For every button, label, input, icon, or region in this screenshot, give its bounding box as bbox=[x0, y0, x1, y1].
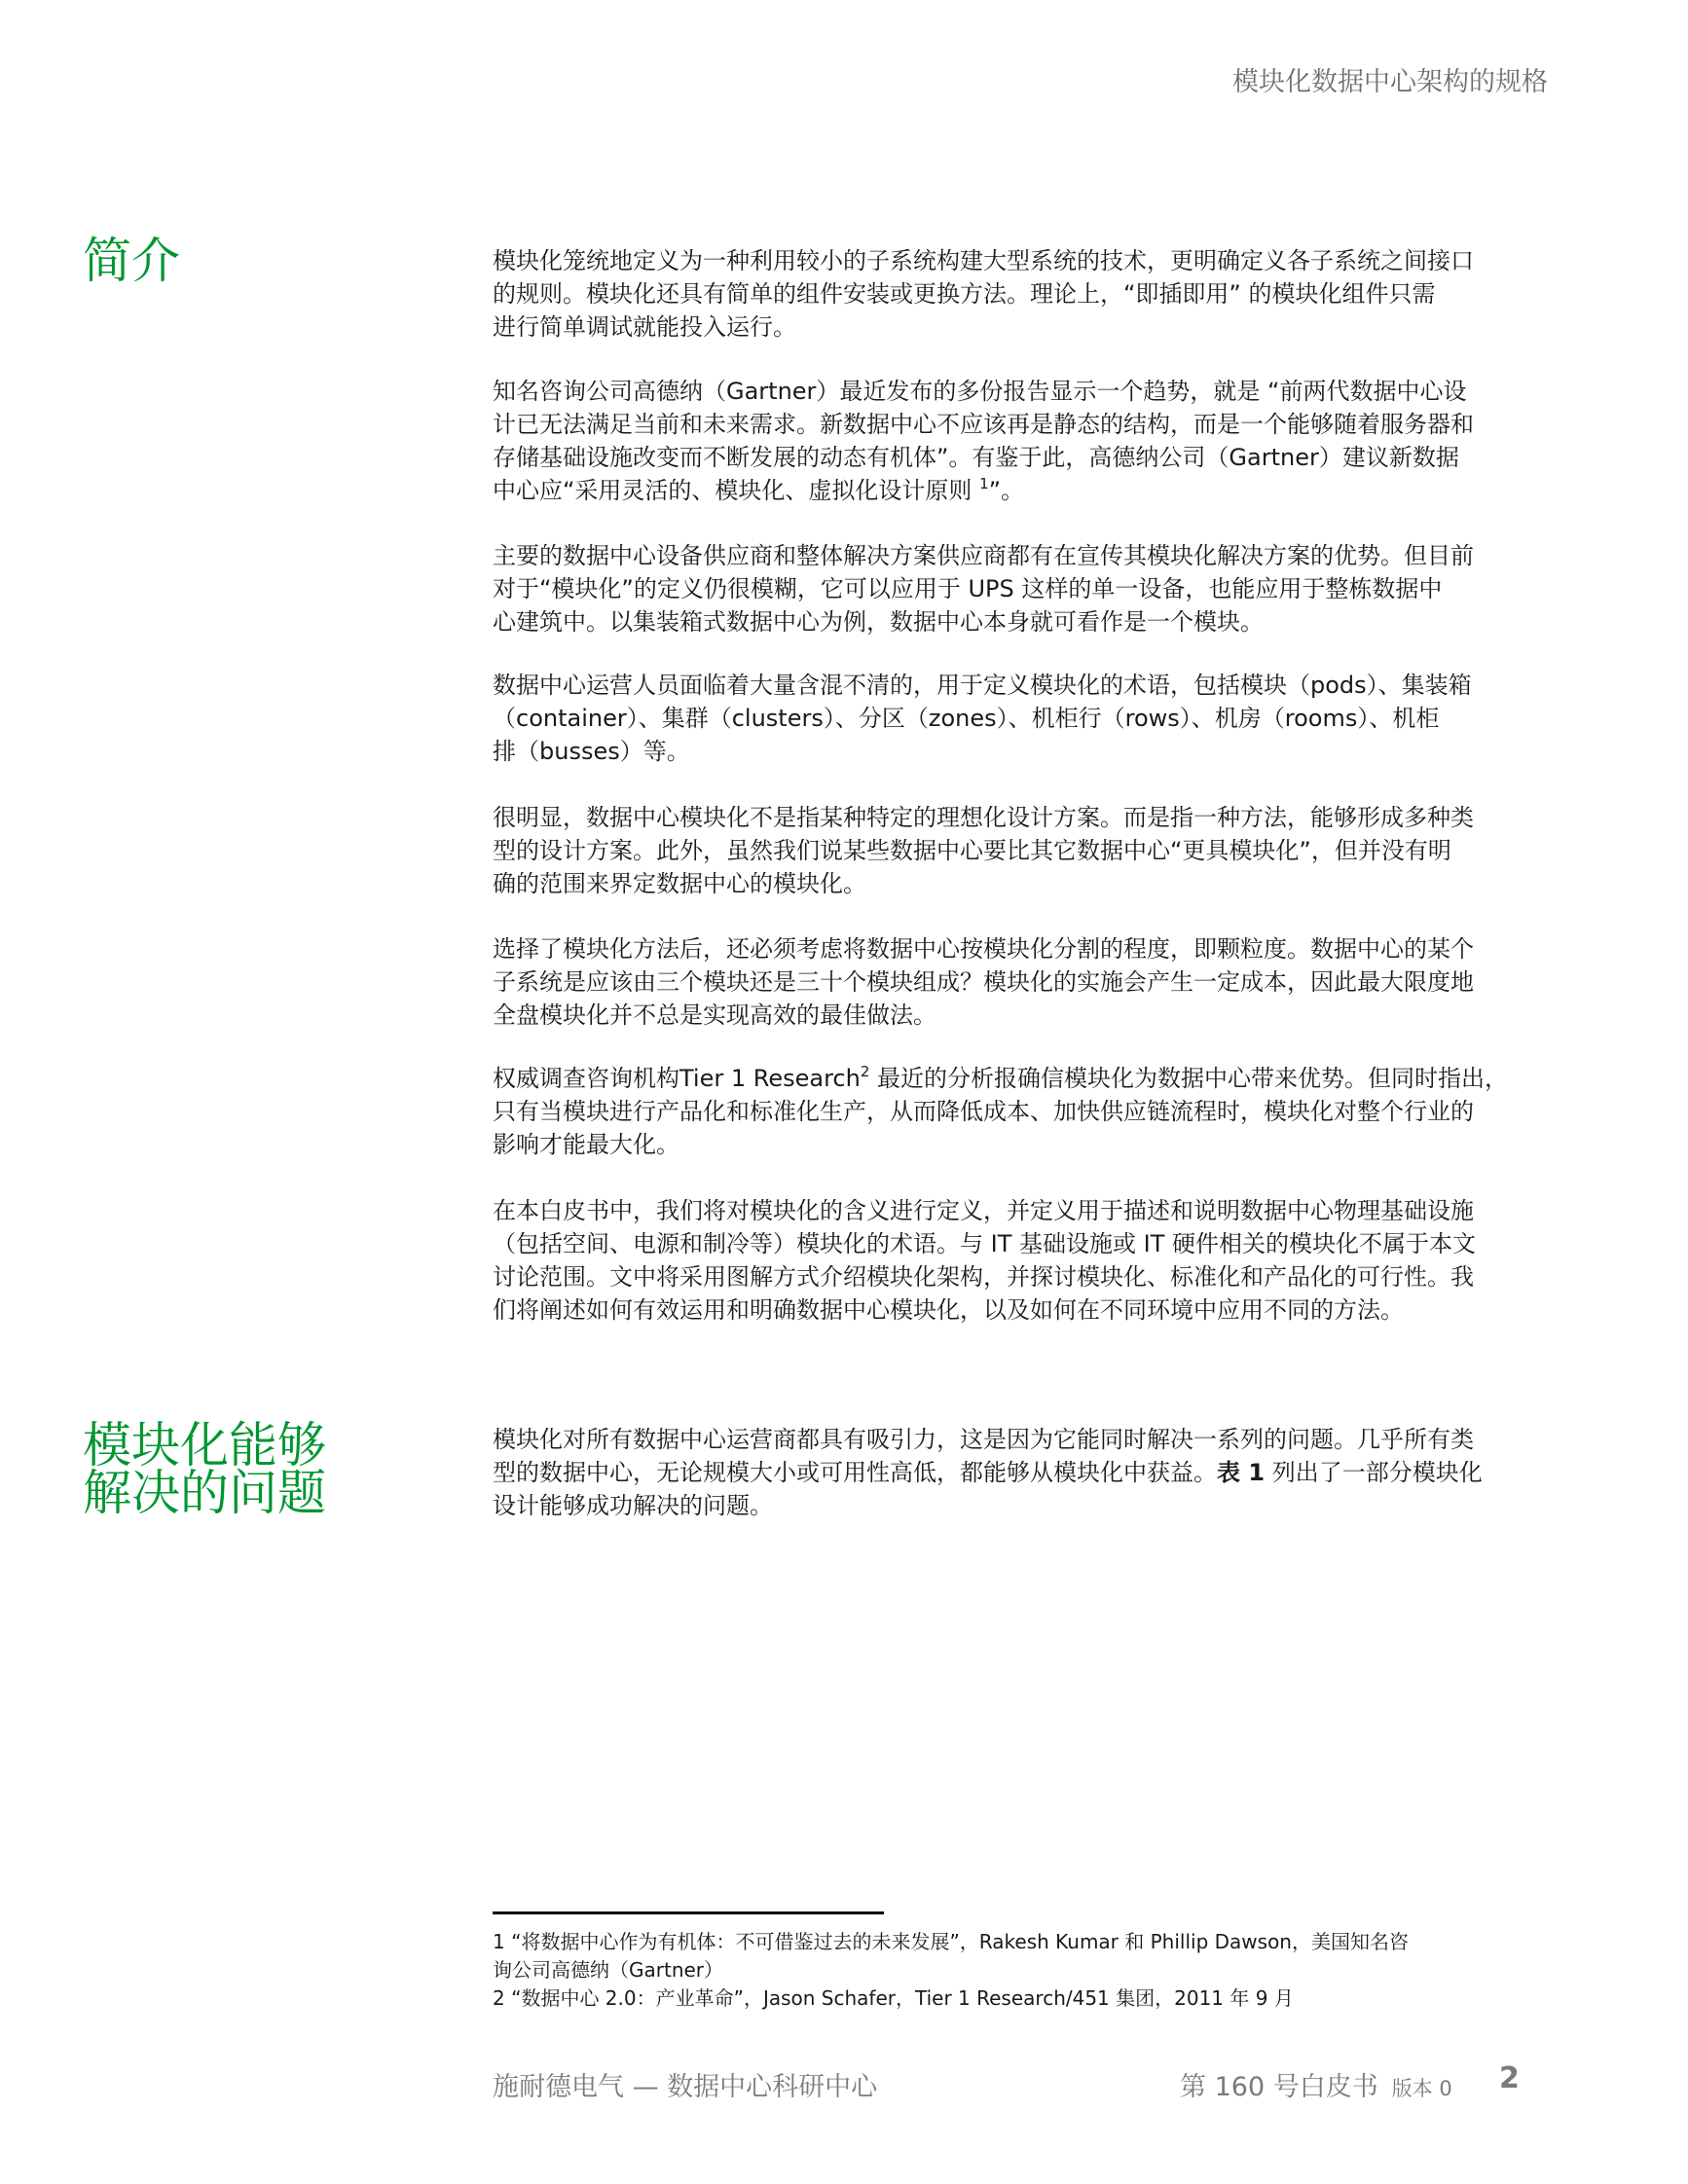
footer-organization: 施耐德电气 — 数据中心科研中心 bbox=[493, 2072, 878, 2102]
text-line: （包括空间、电源和制冷等）模块化的术语。与 IT 基础设施或 IT 硬件相关的模块化不属于本文 bbox=[493, 1230, 1476, 1257]
footnote-1-line: 询公司高德纳（Gartner） bbox=[493, 1958, 724, 1982]
text-line bbox=[493, 1456, 1483, 1489]
text-line: 模块化笼统地定义为一种利用较小的子系统构建大型系统的技术，更明确定义各子系统之间接口 bbox=[493, 247, 1474, 274]
text-line: 存储基础设施改变而不断发展的动态有机体”。有鉴于此，高德纳公司（Gartner）建议新数据 bbox=[493, 444, 1459, 471]
page-number: 2 bbox=[1499, 2061, 1520, 2095]
text-segment: 最近的分析报确信模块化为数据中心带来优势。但同时指出， bbox=[869, 1065, 1509, 1092]
intro-paragraph-1 bbox=[493, 244, 1474, 344]
text-line: 知名咨询公司高德纳（Gartner）最近发布的多份报告显示一个趋势，就是 “前两代数据中心设 bbox=[493, 378, 1467, 405]
footer-paper-number: 第 160 号白皮书 bbox=[1180, 2072, 1378, 2102]
text-line: 心建筑中。以集装箱式数据中心为例，数据中心本身就可看作是一个模块。 bbox=[493, 608, 1264, 636]
text-line: 选择了模块化方法后，还必须考虑将数据中心按模块化分割的程度，即颗粒度。数据中心的某个 bbox=[493, 935, 1474, 963]
text-segment: 型的数据中心，无论规模大小或可用性高低，都能够从模块化中获益。 bbox=[493, 1459, 1217, 1486]
text-line bbox=[493, 474, 1474, 507]
text-line: 们将阐述如何有效运用和明确数据中心模块化，以及如何在不同环境中应用不同的方法。 bbox=[493, 1296, 1404, 1324]
text-line bbox=[493, 1062, 1508, 1095]
footer-version: 版本 0 bbox=[1391, 2077, 1452, 2100]
heading-line: 解决的问题 bbox=[83, 1465, 326, 1521]
intro-paragraph-7 bbox=[493, 1062, 1508, 1161]
text-line: 很明显，数据中心模块化不是指某种特定的理想化设计方案。而是指一种方法，能够形成多种类 bbox=[493, 804, 1474, 831]
text-line: 的规则。模块化还具有简单的组件安装或更换方法。理论上，“即插即用” 的模块化组件只需 bbox=[493, 280, 1436, 308]
text-segment: 列出了一部分模块化 bbox=[1265, 1459, 1483, 1486]
intro-paragraph-6 bbox=[493, 932, 1474, 1032]
text-line: 讨论范围。文中将采用图解方式介绍模块化架构，并探讨模块化、标准化和产品化的可行性。我 bbox=[493, 1263, 1474, 1291]
text-line: 对于“模块化”的定义仍很模糊，它可以应用于 UPS 这样的单一设备，也能应用于整栋数据中 bbox=[493, 575, 1443, 602]
text-line: 计已无法满足当前和未来需求。新数据中心不应该再是静态的结构，而是一个能够随着服务器和 bbox=[493, 411, 1474, 438]
text-line: （container）、集群（clusters）、分区（zones）、机柜行（rows）、机房（rooms）、机柜 bbox=[493, 705, 1440, 732]
text-line: 影响才能最大化。 bbox=[493, 1131, 679, 1158]
footnote-ref-2[interactable]: 2 bbox=[860, 1063, 870, 1080]
text-line: 设计能够成功解决的问题。 bbox=[493, 1492, 773, 1519]
text-line: 全盘模块化并不总是实现高效的最佳做法。 bbox=[493, 1001, 936, 1029]
section-heading-problems-solved bbox=[83, 1417, 326, 1521]
intro-paragraph-4 bbox=[493, 669, 1472, 768]
footnote-divider bbox=[493, 1911, 884, 1914]
footnote-ref-1[interactable]: 1 bbox=[979, 475, 989, 492]
text-segment: 权威调查咨询机构Tier 1 Research bbox=[493, 1065, 861, 1092]
intro-paragraph-8 bbox=[493, 1194, 1476, 1327]
table-reference: 表 1 bbox=[1217, 1459, 1266, 1486]
text-segment: 中心应“采用灵活的、模块化、虚拟化设计原则 bbox=[493, 477, 980, 504]
text-line: 模块化对所有数据中心运营商都具有吸引力，这是因为它能同时解决一系列的问题。几乎所有类 bbox=[493, 1426, 1474, 1453]
text-segment: ”。 bbox=[988, 477, 1025, 504]
text-line: 在本白皮书中，我们将对模块化的含义进行定义，并定义用于描述和说明数据中心物理基础设施 bbox=[493, 1197, 1474, 1224]
intro-paragraph-5 bbox=[493, 801, 1474, 900]
text-line: 主要的数据中心设备供应商和整体解决方案供应商都有在宣传其模块化解决方案的优势。但目前 bbox=[493, 542, 1474, 569]
text-line: 只有当模块进行产品化和标准化生产，从而降低成本、加快供应链流程时，模块化对整个行业的 bbox=[493, 1098, 1474, 1125]
text-line: 排（busses）等。 bbox=[493, 738, 690, 765]
text-line: 数据中心运营人员面临着大量含混不清的，用于定义模块化的术语，包括模块（pods）、集装箱 bbox=[493, 672, 1472, 699]
section-heading-introduction: 简介 bbox=[83, 233, 180, 289]
intro-paragraph-2 bbox=[493, 375, 1474, 507]
text-line: 确的范围来界定数据中心的模块化。 bbox=[493, 870, 866, 897]
running-header-title: 模块化数据中心架构的规格 bbox=[1232, 67, 1548, 97]
footnotes bbox=[493, 1928, 1409, 2013]
footnote-1-line: 1 “将数据中心作为有机体：不可借鉴过去的未来发展”，Rakesh Kumar 和 Phillip Dawson，美国知名咨 bbox=[493, 1930, 1409, 1953]
footnote-2-line: 2 “数据中心 2.0：产业革命”，Jason Schafer，Tier 1 Research/451 集团，2011 年 9 月 bbox=[493, 1986, 1294, 2010]
text-line: 子系统是应该由三个模块还是三十个模块组成？模块化的实施会产生一定成本，因此最大限度地 bbox=[493, 968, 1474, 996]
footer-paper-info bbox=[1180, 2065, 1452, 2103]
heading-line: 模块化能够 bbox=[83, 1417, 326, 1474]
problems-paragraph bbox=[493, 1423, 1483, 1522]
text-line: 进行简单调试就能投入运行。 bbox=[493, 313, 796, 341]
text-line: 型的设计方案。此外，虽然我们说某些数据中心要比其它数据中心“更具模块化”，但并没有明 bbox=[493, 837, 1451, 864]
intro-paragraph-3 bbox=[493, 539, 1474, 638]
